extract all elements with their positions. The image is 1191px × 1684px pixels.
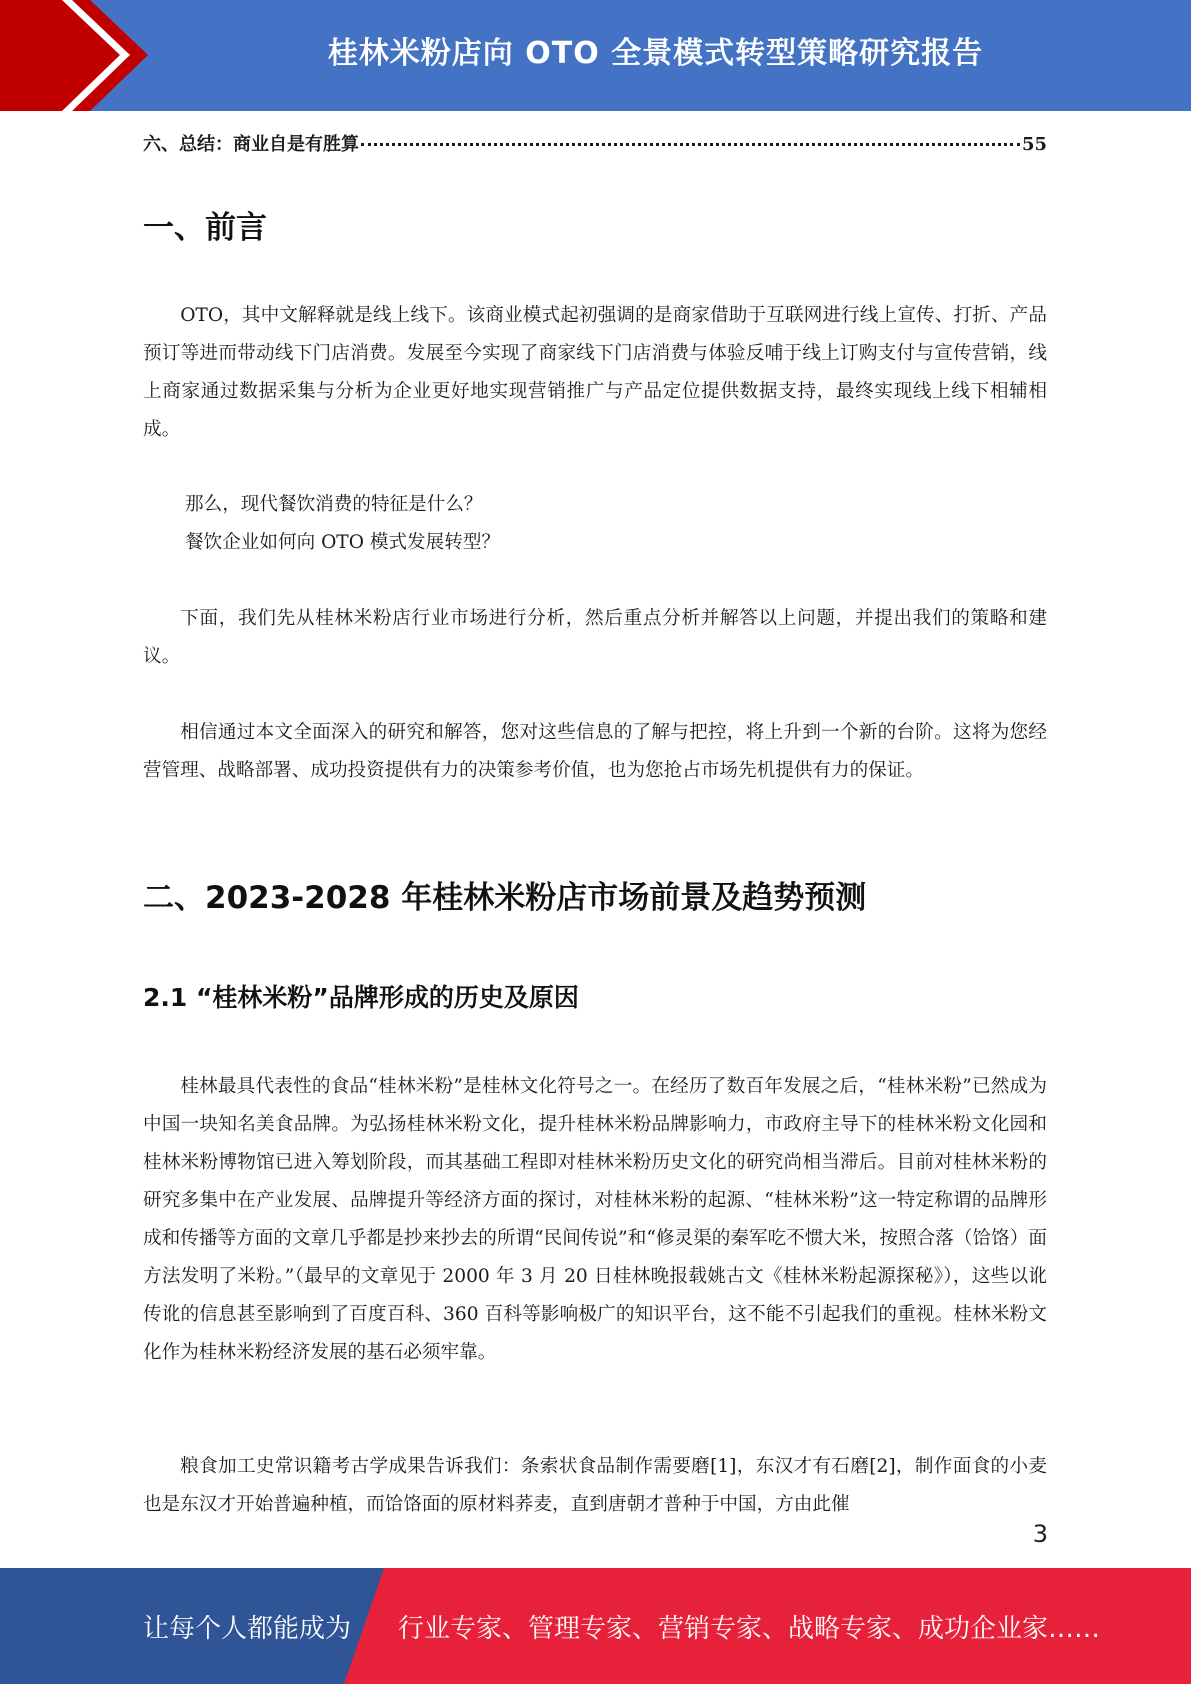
section2-paragraph-1: 桂林最具代表性的食品“桂林米粉”是桂林文化符号之一。在经历了数百年发展之后，“桂林米粉”已然成为中国一块知名美食品牌。为弘扬桂林米粉文化，提升桂林米粉品牌影响力，市政府主导下的桂林米粉文化园和桂林米粉博物馆已进入筹划阶段，而其基础工程即对桂林米粉历史文化的研究尚相当滞后。目前对桂林米粉的研究多集中在产业发展、品牌提升等经济方面的探讨，对桂林米粉的起源、“桂林米粉”这一特定称谓的品牌形成和传播等方面的文章几乎都是抄来抄去的所谓“民间传说”和“修灵渠的秦军吃不惯大米，按照合落（饸饹）面方法发明了米粉。”（最早的文章见于 2000 年 3 月 20 日桂林晚报载姚古文《桂林米粉起源探秘》），这些以讹传讹的信息甚至影响到了百度百科、360 百科等影响极广的知识平台，这不能不引起我们的重视。桂林米粉文化作为桂林米粉经济发展的基石必须牢靠。	[143, 1076, 1047, 1363]
page-footer	[0, 1568, 1191, 1684]
section-heading-market: 二、2023-2028 年桂林米粉店市场前景及趋势预测	[143, 880, 867, 916]
question-2: 餐饮企业如何向 OTO 模式发展转型？	[185, 532, 501, 553]
preface-paragraph-3: 相信通过本文全面深入的研究和解答，您对这些信息的了解与把控，将上升到一个新的台阶。这将为您经营管理、战略部署、成功投资提供有力的决策参考价值，也为您抢占市场先机提供有力的保证。	[143, 722, 1047, 781]
footer-slogan-right: 行业专家、管理专家、营销专家、战略专家、成功企业家……	[398, 1613, 1101, 1644]
header-chevron-decoration	[0, 0, 160, 111]
toc-leader-dots	[361, 143, 1020, 146]
preface-paragraph-1: OTO，其中文解释就是线上线下。该商业模式起初强调的是商家借助于互联网进行线上宣传、打折、产品预订等进而带动线下门店消费。发展至今实现了商家线下门店消费与体验反哺于线上订购支付与宣传营销，线上商家通过数据采集与分析为企业更好地实现营销推广与产品定位提供数据支持，最终实现线上线下相辅相成。	[143, 305, 1047, 440]
question-1: 那么，现代餐饮消费的特征是什么？	[185, 494, 483, 515]
page-number: 3	[1032, 1520, 1048, 1548]
preface-paragraph-2: 下面，我们先从桂林米粉店行业市场进行分析，然后重点分析并解答以上问题，并提出我们的策略和建议。	[143, 608, 1047, 667]
report-title: 桂林米粉店向 OTO 全景模式转型策略研究报告	[327, 36, 984, 71]
page-header	[0, 0, 1191, 111]
toc-entry[interactable]	[143, 130, 1047, 156]
footer-slogan-left: 让每个人都能成为	[143, 1613, 352, 1644]
subsection-heading-2-1: 2.1 “桂林米粉”品牌形成的历史及原因	[143, 983, 579, 1012]
toc-entry-page: 55	[1021, 134, 1047, 155]
section-heading-preface: 一、前言	[143, 210, 267, 246]
section2-paragraph-2: 粮食加工史常识籍考古学成果告诉我们：条索状食品制作需要磨[1]，东汉才有石磨[2]，制作面食的小麦也是东汉才开始普遍种植，而饸饹面的原材料荞麦，直到唐朝才普种于中国，方由此催	[143, 1456, 1047, 1515]
toc-entry-label: 六、总结：商业自是有胜算	[143, 134, 359, 155]
